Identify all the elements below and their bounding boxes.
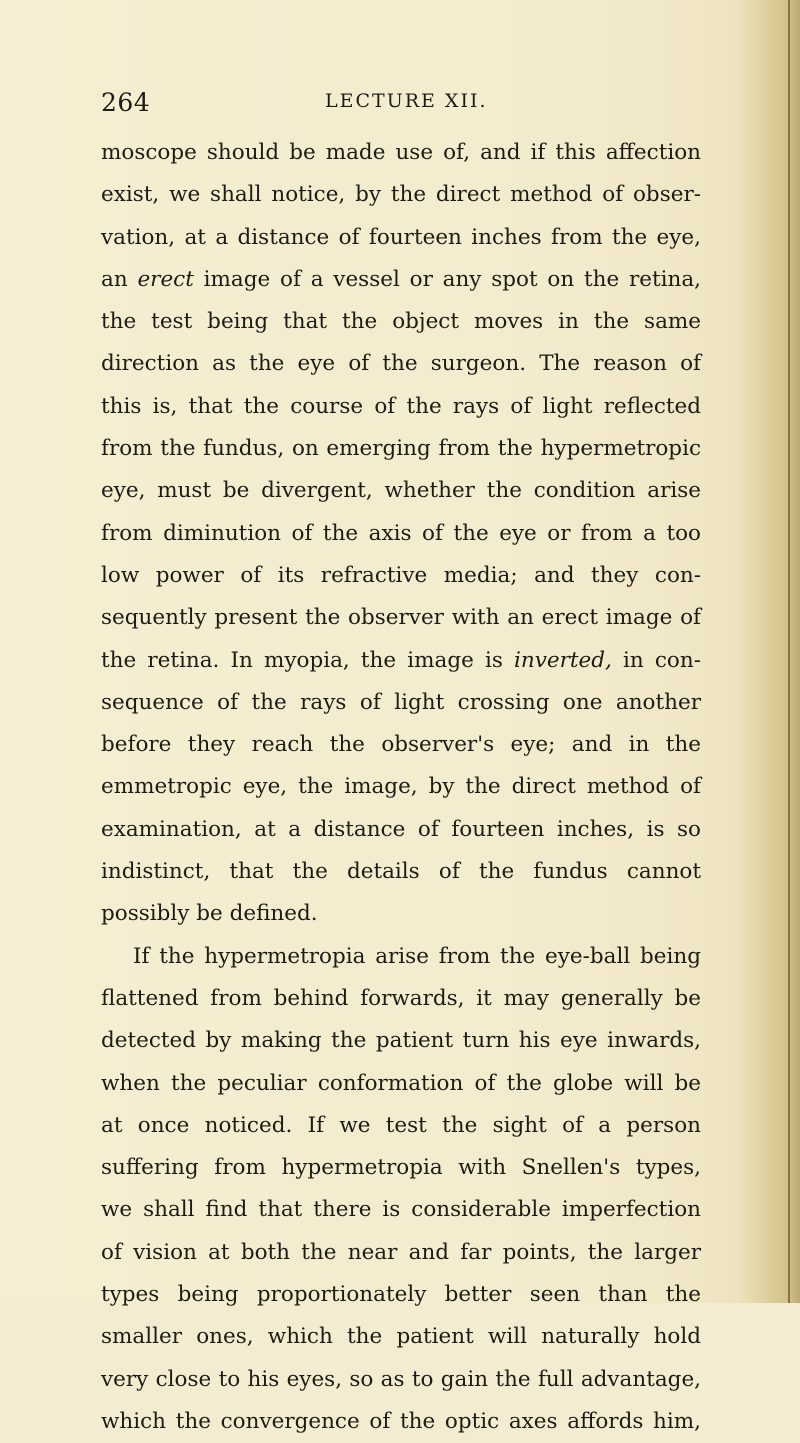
text-line: this is, that the course of the rays of light reflected (101, 393, 701, 419)
text-line: examination, at a distance of fourteen inches, is so (101, 816, 701, 842)
text-line: from the fundus, on emerging from the hypermetropic (101, 436, 701, 462)
text-line: vation, at a distance of fourteen inches from the eye, (101, 224, 701, 250)
text-line (101, 259, 701, 301)
text-line (101, 640, 701, 682)
text-line: flattened from behind forwards, it may generally be (101, 985, 701, 1011)
text-line: possibly be defined. (101, 901, 318, 927)
text-line: sequently present the observer with an erect image of (101, 605, 701, 631)
text-line: direction as the eye of the surgeon. The reason of (101, 351, 701, 377)
page-number: 264 (101, 88, 151, 117)
text-line: smaller ones, which the patient will naturally hold (101, 1324, 701, 1350)
italic-word: inverted, (514, 647, 612, 673)
text-run: an (101, 266, 138, 292)
text-line: at once noticed. If we test the sight of a person (101, 1112, 701, 1138)
text-line: types being proportionately better seen than the (101, 1282, 701, 1308)
text-run: image of a vessel or any spot on the retina, (193, 266, 701, 292)
text-line: when the peculiar conformation of the globe will be (101, 1070, 701, 1096)
italic-word: erect (137, 266, 194, 292)
text-run: in con- (611, 647, 701, 673)
text-line: detected by making the patient turn his eye inwards, (101, 1028, 701, 1054)
text-line: sequence of the rays of light crossing one another (101, 689, 701, 715)
page-gutter-shadow (738, 0, 800, 1303)
text-line: indistinct, that the details of the fundus cannot (101, 859, 701, 885)
text-run: the retina. In myopia, the image is (101, 647, 515, 673)
text-line: emmetropic eye, the image, by the direct method of (101, 774, 701, 800)
body-text (101, 132, 701, 1443)
text-line: we shall find that there is considerable imperfection (101, 1197, 701, 1223)
page-edge (788, 0, 790, 1303)
text-line: from diminution of the axis of the eye or from a too (101, 520, 701, 546)
text-line: the test being that the object moves in the same (101, 309, 701, 335)
text-line: moscope should be made use of, and if this affection (101, 140, 701, 165)
text-line: If the hypermetropia arise from the eye-ball being (133, 943, 701, 969)
text-line: low power of its refractive media; and they con- (101, 562, 701, 588)
text-line: eye, must be divergent, whether the condition arise (101, 478, 701, 504)
text-line: of vision at both the near and far points, the larger (101, 1239, 701, 1265)
text-line: very close to his eyes, so as to gain the full advantage, (101, 1366, 701, 1392)
text-line: exist, we shall notice, by the direct method of obser- (101, 182, 701, 208)
text-line: which the convergence of the optic axes affords him, (101, 1408, 701, 1434)
running-head: LECTURE XII. (325, 90, 488, 112)
text-line: before they reach the observer's eye; and in the (101, 732, 701, 758)
text-line: suffering from hypermetropia with Snellen's types, (101, 1155, 701, 1181)
page-header (101, 88, 701, 122)
